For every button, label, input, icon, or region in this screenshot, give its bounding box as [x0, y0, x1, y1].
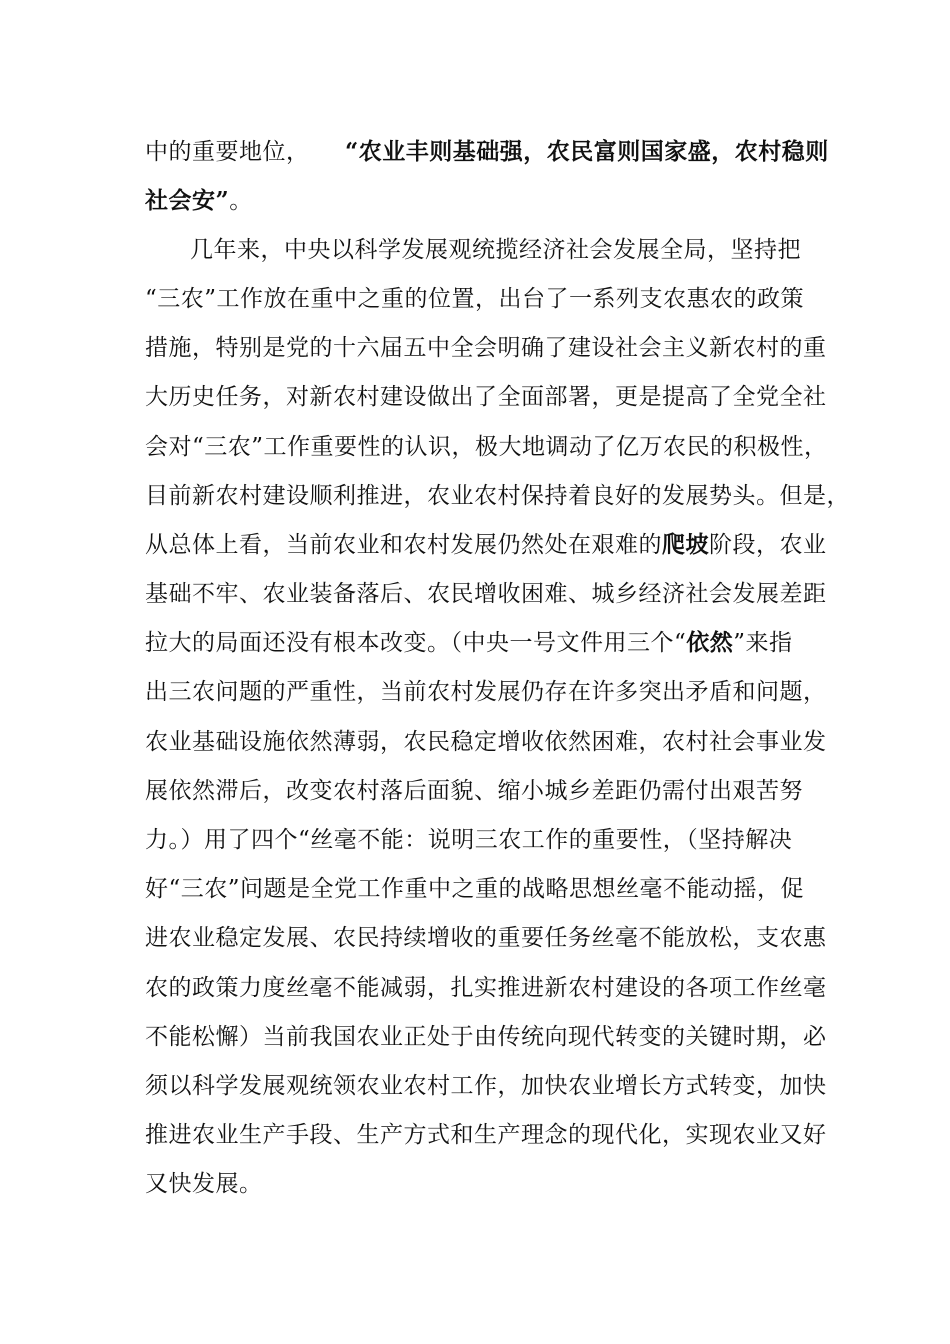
text-line-9 — [145, 525, 825, 565]
text-line-13 — [145, 722, 825, 762]
text-line-10 — [145, 574, 825, 614]
text-line-15 — [145, 820, 825, 860]
line-text: 推进农业生产手段、生产方式和生产理念的现代化，实现农业又好 — [145, 1122, 827, 1148]
text-line-1 — [145, 132, 829, 172]
line-text: 进农业稳定发展、农民持续增收的重要任务丝毫不能放松，支农惠 — [145, 925, 827, 951]
line-text: 须以科学发展观统领农业农村工作，加快农业增长方式转变，加快 — [145, 1073, 827, 1099]
text-line-21 — [145, 1115, 825, 1155]
text-line-4 — [145, 279, 825, 319]
text-line-6 — [145, 377, 825, 417]
line-text: 大历史任务，对新农村建设做出了全面部署，更是提高了全党全社 — [145, 384, 827, 410]
text-line-20 — [145, 1066, 825, 1106]
text-line-19 — [145, 1017, 825, 1057]
text-line-22 — [145, 1164, 825, 1204]
line-text: 农业基础设施依然薄弱，农民稳定增收依然困难，农村社会事业发 — [145, 729, 827, 755]
line-text: ”来指 — [733, 630, 793, 656]
line-text: 拉大的局面还没有根本改变。（中央一号文件用三个“ — [145, 630, 687, 656]
text-line-14 — [145, 771, 825, 811]
line-text: 又快发展。 — [145, 1171, 263, 1197]
line-text: 阶段，农业 — [709, 532, 827, 558]
text-line-5 — [145, 328, 825, 368]
line-text: 基础不牢、农业装备落后、农民增收困难、城乡经济社会发展差距 — [145, 581, 827, 607]
text-line-3 — [190, 230, 870, 270]
text-line-12 — [145, 672, 825, 712]
line-text: 出三农问题的严重性，当前农村发展仍存在许多突出矛盾和问题， — [145, 679, 827, 705]
text-line-8 — [145, 476, 850, 516]
text-line-18 — [145, 968, 825, 1008]
bold-quote: “农业丰则基础强，农民富则国家盛，农村稳则 — [345, 138, 829, 165]
line-text: 几年来，中央以科学发展观统揽经济社会发展全局，坚持把 — [190, 237, 801, 263]
line-text: 力。）用了四个“丝毫不能：说明三农工作的重要性，（坚持解决 — [145, 827, 793, 853]
line-text: 中的重要地位， — [145, 139, 345, 165]
text-line-2 — [145, 181, 825, 221]
text-line-16 — [145, 869, 825, 909]
line-text: 不能松懈）当前我国农业正处于由传统向现代转变的关键时期，必 — [145, 1024, 827, 1050]
bold-term: 爬坡 — [662, 531, 709, 558]
line-text: 。 — [229, 188, 253, 214]
text-line-17 — [145, 918, 825, 958]
line-text: 农的政策力度丝毫不能减弱，扎实推进新农村建设的各项工作丝毫 — [145, 975, 827, 1001]
line-text: 会对“三农”工作重要性的认识，极大地调动了亿万农民的积极性， — [145, 434, 828, 460]
line-text: 措施，特别是党的十六届五中全会明确了建设社会主义新农村的重 — [145, 335, 827, 361]
bold-term: 依然 — [686, 629, 734, 656]
bold-quote: 社会安” — [145, 187, 230, 214]
line-text: “三农”工作放在重中之重的位置，出台了一系列支农惠农的政策 — [145, 286, 805, 312]
line-text: 从总体上看，当前农业和农村发展仍然处在艰难的 — [145, 532, 662, 558]
line-text: 目前新农村建设顺利推进，农业农村保持着良好的发展势头。但是， — [145, 483, 850, 509]
text-line-11 — [145, 623, 825, 663]
text-line-7 — [145, 427, 828, 467]
line-text: 展依然滞后，改变农村落后面貌、缩小城乡差距仍需付出艰苦努 — [145, 778, 803, 804]
line-text: 好“三农”问题是全党工作重中之重的战略思想丝毫不能动摇，促 — [145, 876, 805, 902]
